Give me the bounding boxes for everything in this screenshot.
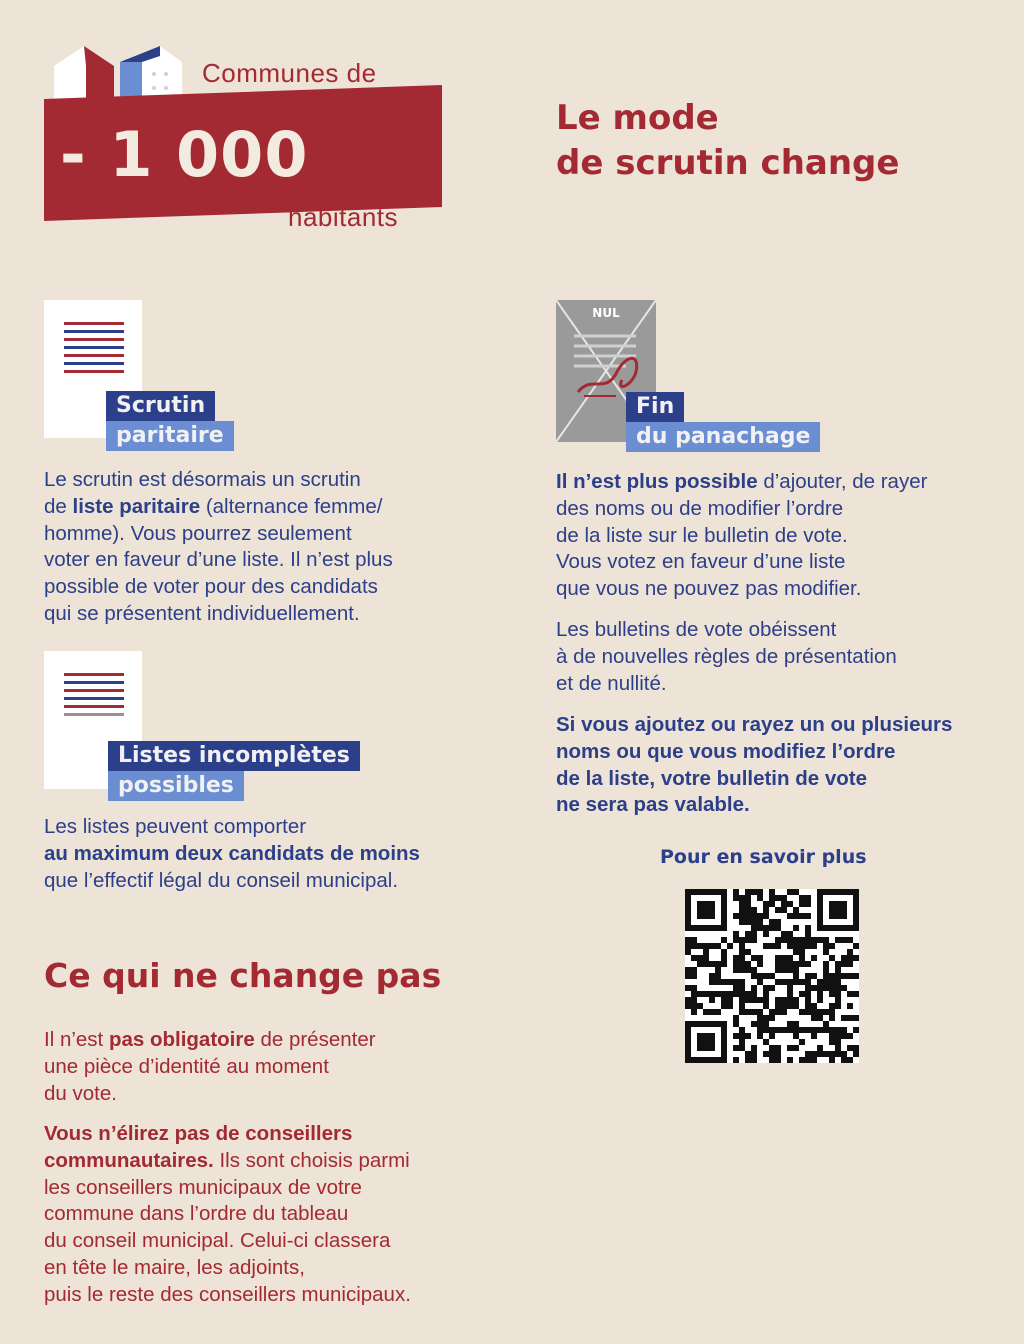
text-line: de la liste sur le bulletin de vote. (556, 523, 848, 547)
scrutin-tag: Scrutin (106, 391, 215, 421)
text-line: commune dans l’ordre du tableau (44, 1202, 349, 1226)
text-span: de présenter (254, 1028, 376, 1051)
text-line (44, 1121, 411, 1148)
text-line: noms ou que vous modifiez l’ordre (556, 739, 896, 763)
text-line: du vote. (44, 1081, 117, 1105)
bold-span: Il n’est plus possible (556, 470, 758, 493)
text-line: qui se présentent individuellement. (44, 601, 360, 625)
bold-span: communautaires. (44, 1148, 214, 1172)
text-line (44, 494, 393, 521)
text-line: les conseillers municipaux de votre (44, 1175, 362, 1199)
bold-span: pas obligatoire (108, 1028, 255, 1051)
title-line-1: Le mode (556, 98, 719, 138)
text-line: et de nullité. (556, 671, 667, 695)
text-line: en tête le maire, les adjoints, (44, 1255, 305, 1279)
header-badge (0, 0, 460, 250)
page-title (556, 96, 899, 186)
bold-span: Vous n’élirez pas de conseillers (44, 1122, 353, 1145)
text-line (44, 1148, 411, 1175)
text-line: de la liste, votre bulletin de vote (556, 766, 867, 790)
text-line: Les bulletins de vote obéissent (556, 618, 837, 641)
identity-paragraph (44, 1027, 376, 1107)
text-span: d’ajouter, de rayer (757, 470, 928, 493)
title-line-2: de scrutin change (556, 143, 900, 183)
text-line: homme). Vous pourrez seulement (44, 521, 352, 545)
possibles-tag: possibles (108, 771, 244, 801)
qr-title: Pour en savoir plus (660, 846, 867, 868)
conseillers-paragraph (44, 1121, 411, 1309)
listes-incompletes-text (44, 814, 420, 894)
qr-code-icon[interactable] (685, 889, 859, 1063)
text-line: à de nouvelles règles de présentation (556, 644, 897, 668)
communes-label: Communes de (202, 58, 377, 88)
section-title: Ce qui ne change pas (44, 956, 442, 995)
text-line: que l’effectif légal du conseil municipal. (44, 868, 399, 892)
text-line: Si vous ajoutez ou rayez un ou plusieurs (556, 713, 953, 736)
text-span: Ils sont choisis parmi (213, 1148, 410, 1172)
text-line: Le scrutin est désormais un scrutin (44, 468, 361, 491)
population-number: - 1 000 (60, 118, 309, 191)
text-line (44, 841, 420, 868)
nul-label: NUL (592, 306, 620, 320)
bulletins-text (556, 617, 897, 697)
text-line: puis le reste des conseillers municipaux. (44, 1282, 411, 1306)
text-line (44, 1027, 376, 1054)
fin-tag: Fin (626, 392, 684, 422)
panachage-text (556, 469, 927, 603)
text-line: possible de voter pour des candidats (44, 575, 378, 599)
text-line: ne sera pas valable. (556, 793, 750, 817)
habitants-label: habitants (288, 202, 399, 232)
listes-incompletes-tag: Listes incomplètes (108, 741, 360, 771)
text-line: Vous votez en faveur d’une liste (556, 550, 846, 574)
text-line: du conseil municipal. Celui-ci classera (44, 1229, 391, 1253)
text-line (556, 469, 927, 496)
warning-text (556, 712, 952, 819)
text-span: Il n’est (44, 1028, 109, 1051)
text-line: une pièce d’identité au moment (44, 1054, 329, 1078)
bold-span: au maximum deux candidats de moins (44, 841, 420, 865)
bold-span: liste paritaire (72, 494, 201, 518)
text-span: de (44, 494, 73, 518)
panachage-tag: du panachage (626, 422, 820, 452)
paritaire-tag: paritaire (106, 421, 234, 451)
text-line: voter en faveur d’une liste. Il n’est plus (44, 548, 393, 572)
text-line: des noms ou de modifier l’ordre (556, 496, 844, 520)
scrutin-paritaire-text (44, 467, 393, 628)
text-span: (alternance femme/ (200, 494, 383, 518)
text-line: que vous ne pouvez pas modifier. (556, 577, 862, 601)
text-line: Les listes peuvent comporter (44, 815, 307, 838)
